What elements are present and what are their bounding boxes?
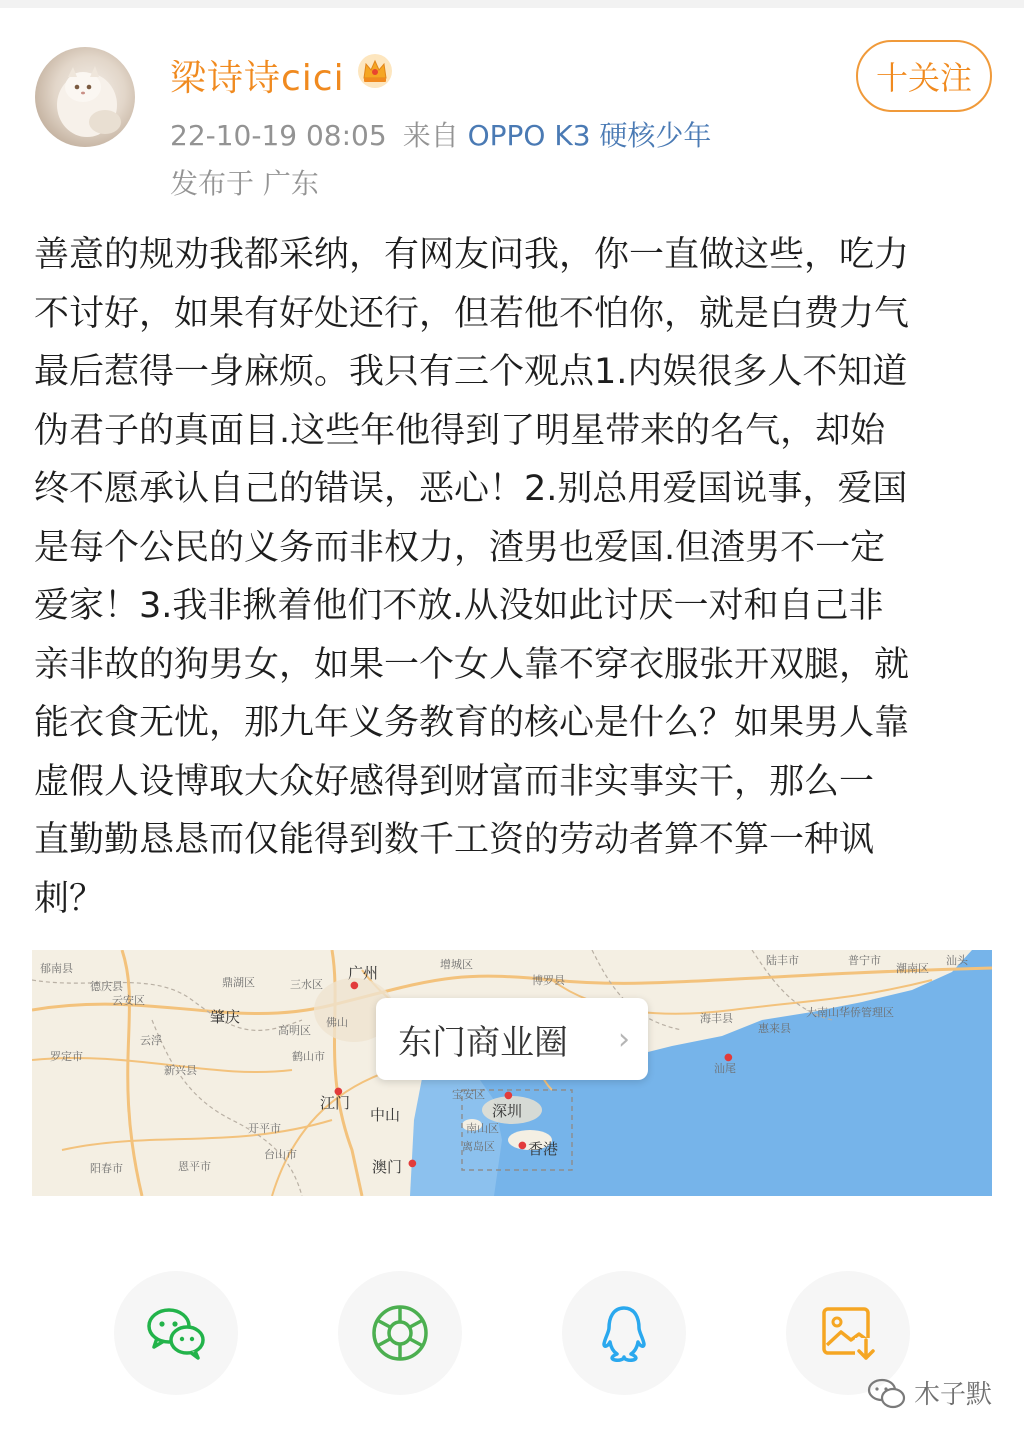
map-label: 大南山华侨管理区: [806, 1006, 894, 1019]
post-meta: [170, 114, 711, 154]
qq-icon: [591, 1300, 657, 1366]
moments-icon: [367, 1300, 433, 1366]
map-label: 肇庆: [210, 1008, 241, 1026]
map-label: 台山市: [264, 1148, 297, 1161]
map-label: 汕尾: [714, 1062, 736, 1075]
map-label: 汕头: [946, 954, 968, 967]
map-label: 三水区: [290, 978, 323, 991]
city-pin-icon: ●: [518, 1140, 527, 1151]
save-image-icon: [815, 1300, 881, 1366]
post-line: 最后惹得一身麻烦。我只有三个观点1.内娱很多人不知道: [34, 352, 908, 392]
post-line: 直勤勤恳恳而仅能得到数千工资的劳动者算不算一种讽: [34, 820, 875, 860]
avatar[interactable]: [35, 47, 135, 147]
city-pin-icon: ●: [334, 1086, 343, 1097]
map-label: 鹤山市: [292, 1050, 325, 1063]
share-moments-button[interactable]: [338, 1271, 462, 1395]
post-line: 伪君子的真面目.这些年他得到了明星带来的名气，却始: [34, 410, 886, 451]
map-label: 香港: [528, 1140, 559, 1158]
map-label: 潮南区: [896, 962, 929, 975]
post-line: 亲非故的狗男女，如果一个女人靠不穿衣服张开双腿，就: [34, 644, 910, 685]
location-map[interactable]: [32, 950, 992, 1196]
follow-button[interactable]: 十关注: [856, 40, 992, 112]
map-label: 深圳: [492, 1102, 523, 1120]
map-label: 开平市: [248, 1122, 281, 1135]
place-card[interactable]: [376, 998, 648, 1080]
post-line: 不讨好，如果有好处还行，但若他不怕你，就是白费力气: [34, 293, 910, 334]
map-label: 郁南县: [40, 962, 73, 975]
post-body: [34, 226, 992, 928]
map-label: 佛山: [326, 1016, 348, 1029]
map-label: 中山: [370, 1106, 401, 1124]
post-line: 能衣食无忧，那九年义务教育的核心是什么？如果男人靠: [34, 703, 910, 743]
city-pin-icon: ●: [724, 1052, 733, 1063]
post-location: 发布于 广东: [170, 167, 319, 200]
map-label: 惠来县: [758, 1022, 791, 1035]
crown-icon: [356, 52, 394, 90]
post-timestamp: 22-10-19 08:05: [170, 119, 387, 152]
map-label: 离岛区: [462, 1140, 495, 1153]
map-label: 云安区: [112, 994, 145, 1007]
watermark-text: 木子默: [914, 1380, 993, 1410]
map-label: 江门: [320, 1094, 351, 1112]
author-name[interactable]: 梁诗诗cici: [170, 58, 345, 99]
map-label: 云浮: [140, 1034, 162, 1047]
map-label: 鼎湖区: [222, 976, 255, 989]
map-label: 宝安区: [452, 1088, 485, 1101]
post-line: 虚假人设博取大众好感得到财富而非实事实干，那么一: [34, 761, 875, 802]
map-label: 博罗县: [532, 974, 565, 987]
map-label: 陆丰市: [766, 954, 799, 967]
map-label: 新兴县: [164, 1064, 197, 1077]
post-line: 是每个公民的义务而非权力，渣男也爱国.但渣男不一定: [34, 527, 886, 568]
map-label: 阳春市: [90, 1162, 123, 1175]
watermark: [866, 1374, 992, 1411]
map-label: 德庆县: [90, 980, 123, 993]
post-line: 爱家！3.我非揪着他们不放.从没如此讨厌一对和自己非: [34, 586, 884, 626]
map-label: 罗定市: [50, 1050, 83, 1063]
map-label: 恩平市: [178, 1160, 211, 1173]
share-qq-button[interactable]: [562, 1271, 686, 1395]
share-wechat-button[interactable]: [114, 1271, 238, 1395]
map-label: 广州: [348, 964, 379, 982]
post-line: 善意的规劝我都采纳，有网友问我，你一直做这些，吃力: [34, 235, 910, 275]
city-pin-icon: ●: [350, 980, 359, 991]
map-label: 增城区: [440, 958, 473, 971]
post-line: 刺？: [34, 878, 105, 919]
map-label: 海丰县: [700, 1012, 733, 1025]
wechat-official-account-icon: [866, 1376, 906, 1410]
wechat-icon: [143, 1300, 209, 1366]
source-prefix: 来自: [402, 119, 459, 152]
map-label: 澳门: [372, 1158, 403, 1176]
place-card-title: 东门商业圈: [398, 1022, 568, 1063]
city-pin-icon: ●: [408, 1158, 417, 1169]
map-label: 普宁市: [848, 954, 881, 967]
device-link[interactable]: OPPO K3 硬核少年: [467, 119, 712, 152]
city-pin-icon: ●: [504, 1090, 513, 1101]
map-label: 高明区: [278, 1024, 311, 1037]
chevron-right-icon: ›: [618, 1022, 630, 1057]
top-divider: [0, 0, 1024, 8]
map-label: 南山区: [466, 1122, 499, 1135]
post-line: 终不愿承认自己的错误，恶心！2.别总用爱国说事，爱国: [34, 469, 908, 509]
